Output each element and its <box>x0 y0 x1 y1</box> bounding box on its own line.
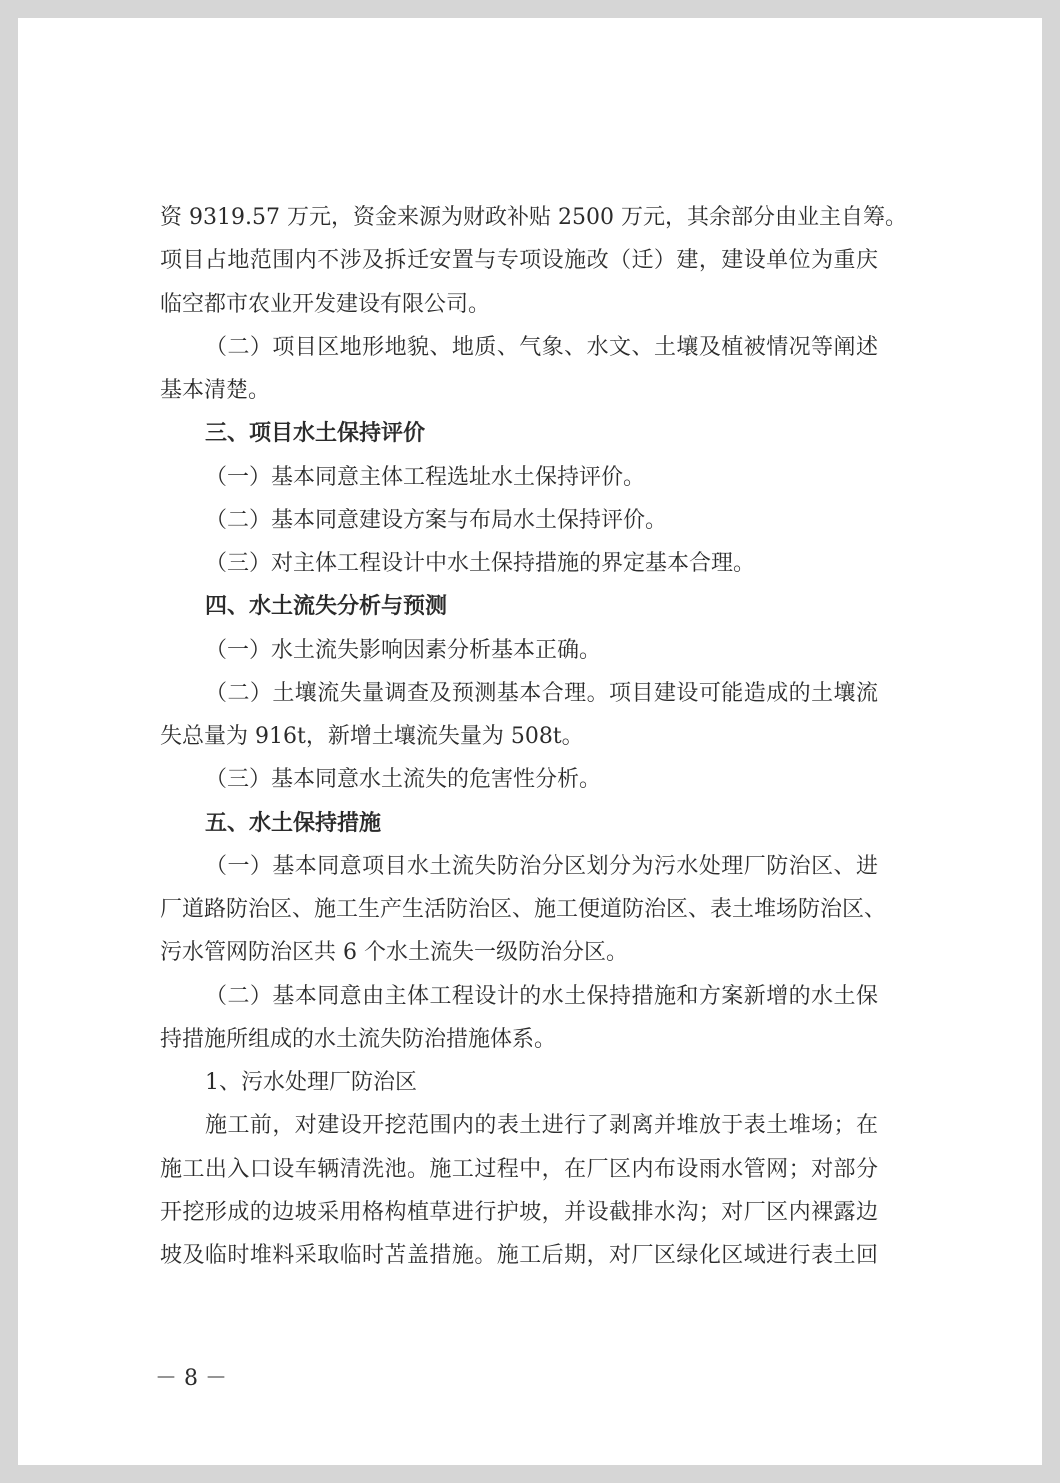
text-line: 临空都市农业开发建设有限公司。 <box>160 291 491 317</box>
subsection-title: 1、污水处理厂防治区 <box>205 1070 417 1095</box>
text-line: 施工前，对建设开挖范围内的表土进行了剥离并堆放于表土堆场；在 <box>205 1113 878 1139</box>
text-line: 厂道路防治区、施工生产生活防治区、施工便道防治区、表土堆场防治区、 <box>160 897 887 922</box>
text-line: （二）项目区地形地貌、地质、气象、水文、土壤及植被情况等阐述 <box>205 334 878 360</box>
text-line: 项目占地范围内不涉及拆迁安置与专项设施改（迁）建，建设单位为重庆 <box>160 248 878 274</box>
text-line: （三）基本同意水土流失的危害性分析。 <box>205 767 602 793</box>
text-line: （一）基本同意主体工程选址水土保持评价。 <box>205 464 646 490</box>
text-line: （三）对主体工程设计中水土保持措施的界定基本合理。 <box>205 551 756 576</box>
text-line: 开挖形成的边坡采用格构植草进行护坡，并设截排水沟；对厂区内裸露边 <box>160 1199 878 1225</box>
text-line: （二）土壤流失量调查及预测基本合理。项目建设可能造成的土壤流 <box>205 680 878 706</box>
section-heading: 四、水土流失分析与预测 <box>205 594 448 620</box>
text-line: 持措施所组成的水土流失防治措施体系。 <box>160 1026 557 1052</box>
text-line: 施工出入口设车辆清洗池。施工过程中，在厂区内布设雨水管网；对部分 <box>160 1156 878 1182</box>
text-line: （二）基本同意建设方案与布局水土保持评价。 <box>205 507 668 533</box>
text-line: （一）水土流失影响因素分析基本正确。 <box>205 637 602 663</box>
document-body <box>160 196 907 1277</box>
section-heading: 三、项目水土保持评价 <box>205 421 426 447</box>
text-line: 资 9319.57 万元，资金来源为财政补贴 2500 万元，其余部分由业主自筹。 <box>160 205 907 230</box>
text-line: 坡及临时堆料采取临时苫盖措施。施工后期，对厂区绿化区域进行表土回 <box>160 1243 878 1268</box>
text-line: 基本清楚。 <box>160 378 271 403</box>
page-number: － 8 － <box>155 1366 227 1391</box>
text-line: 污水管网防治区共 6 个水土流失一级防治分区。 <box>160 940 628 966</box>
section-heading: 五、水土保持措施 <box>205 810 382 836</box>
text-line: （一）基本同意项目水土流失防治分区划分为污水处理厂防治区、进 <box>205 853 878 879</box>
text-line: 失总量为 916t，新增土壤流失量为 508t。 <box>160 724 584 749</box>
text-line: （二）基本同意由主体工程设计的水土保持措施和方案新增的水土保 <box>205 983 878 1009</box>
